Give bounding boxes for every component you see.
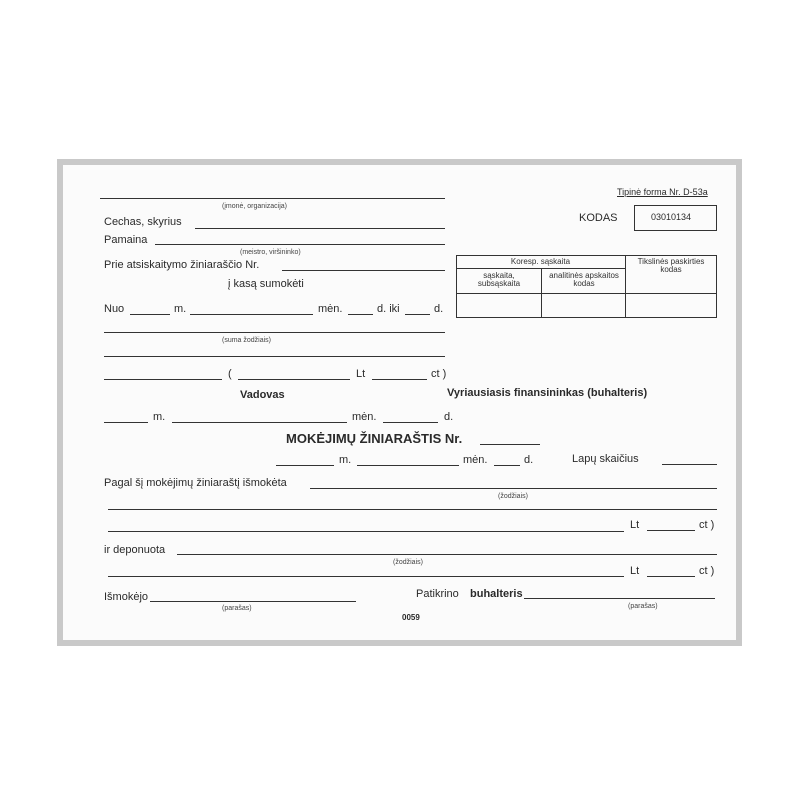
pamaina-label: Pamaina [104, 234, 148, 246]
organization-caption: (įmonė, organizacija) [222, 203, 287, 210]
table-col-divider-2 [625, 255, 626, 318]
title-year-line[interactable] [276, 465, 334, 466]
nuo-day-line[interactable] [348, 314, 373, 315]
lt-label-1: Lt [356, 368, 366, 380]
prie-label: Prie atsiskaitymo žiniaraščio Nr. [104, 259, 260, 271]
kodas-value: 03010134 [651, 212, 692, 222]
lt-label-2: Lt [630, 519, 640, 531]
pagal-line-3[interactable] [108, 531, 624, 532]
date-men-label: mėn. [352, 411, 377, 423]
vadovas-label: Vadovas [240, 389, 285, 401]
amount-lt-line[interactable] [238, 379, 350, 380]
zodziais-caption-2: (žodžiais) [393, 559, 423, 566]
deponuota-ct-line[interactable] [647, 576, 695, 577]
ct-label-1: ct ) [431, 368, 447, 380]
date-day-line[interactable] [383, 422, 438, 423]
title-men-label: mėn. [463, 454, 488, 466]
ismokejo-line[interactable] [150, 601, 356, 602]
pagal-line-2[interactable] [108, 509, 717, 510]
iki-d-label: d. [434, 303, 444, 315]
form-number: 0059 [402, 613, 420, 622]
form-type-label: Tipinė forma Nr. D-53a [617, 187, 708, 197]
date-year-line[interactable] [104, 422, 148, 423]
kodas-label: KODAS [579, 212, 618, 224]
date-m-label: m. [153, 411, 166, 423]
nuo-year-line[interactable] [130, 314, 170, 315]
page-title: MOKĖJIMŲ ŽINIARAŠTIS Nr. [286, 431, 463, 446]
patikrino-line[interactable] [524, 598, 715, 599]
ismokejo-label: Išmokėjo [104, 591, 149, 603]
table-row-divider [456, 293, 717, 294]
kasa-label: į kasą sumokėti [228, 278, 304, 290]
deponuota-label: ir deponuota [104, 544, 166, 556]
suma-line-2[interactable] [104, 356, 445, 357]
title-number-line[interactable] [480, 444, 540, 445]
organization-line[interactable] [100, 198, 445, 199]
title-d-label: d. [524, 454, 534, 466]
lapu-label: Lapų skaičius [572, 453, 639, 465]
prie-line[interactable] [282, 270, 445, 271]
table-col-analitines: analitinės apskaitos kodas [549, 271, 619, 289]
title-month-line[interactable] [357, 465, 459, 466]
table-col-saskaita: sąskaita, subsąskaita [477, 271, 521, 289]
nuo-month-line[interactable] [190, 314, 313, 315]
date-month-line[interactable] [172, 422, 347, 423]
pagal-line[interactable] [310, 488, 717, 489]
pamaina-line[interactable] [155, 244, 445, 245]
lapu-line[interactable] [662, 464, 717, 465]
title-m-label: m. [339, 454, 352, 466]
date-d-label: d. [444, 411, 454, 423]
buhalteris-label: buhalteris [470, 588, 523, 600]
deponuota-line-2[interactable] [108, 576, 624, 577]
paren-open: ( [228, 368, 232, 380]
d-iki-label: d. iki [377, 303, 400, 315]
finansininkas-label: Vyriausiasis finansininkas (buhalteris) [447, 387, 648, 399]
nuo-men-label: mėn. [318, 303, 343, 315]
amount-ct-line[interactable] [372, 379, 427, 380]
parasas-caption-1: (parašas) [222, 605, 252, 612]
deponuota-line[interactable] [177, 554, 717, 555]
cechas-line[interactable] [195, 228, 445, 229]
table-col-tikslines: Tikslinės paskirties kodas [637, 257, 705, 275]
patikrino-label: Patikrino [416, 588, 459, 600]
cechas-label: Cechas, skyrius [104, 216, 182, 228]
nuo-label: Nuo [104, 303, 125, 315]
iki-day-line[interactable] [405, 314, 430, 315]
pagal-ct-line[interactable] [647, 530, 695, 531]
zodziais-caption-1: (žodžiais) [498, 493, 528, 500]
ct-label-3: ct ) [699, 565, 715, 577]
table-header-koresp: Koresp. sąskaita [510, 257, 571, 266]
nuo-m-label: m. [174, 303, 187, 315]
suma-caption: (suma žodžiais) [222, 337, 272, 344]
title-day-line[interactable] [494, 465, 520, 466]
parasas-caption-2: (parašas) [628, 603, 658, 610]
meistras-caption: (meistro, viršininko) [240, 249, 301, 256]
lt-label-3: Lt [630, 565, 640, 577]
suma-line-1[interactable] [104, 332, 445, 333]
ct-label-2: ct ) [699, 519, 715, 531]
amount-line[interactable] [104, 379, 222, 380]
pagal-label: Pagal šį mokėjimų žiniaraštį išmokėta [104, 477, 287, 489]
table-col-divider-1 [541, 268, 542, 318]
form-sheet [57, 159, 742, 646]
